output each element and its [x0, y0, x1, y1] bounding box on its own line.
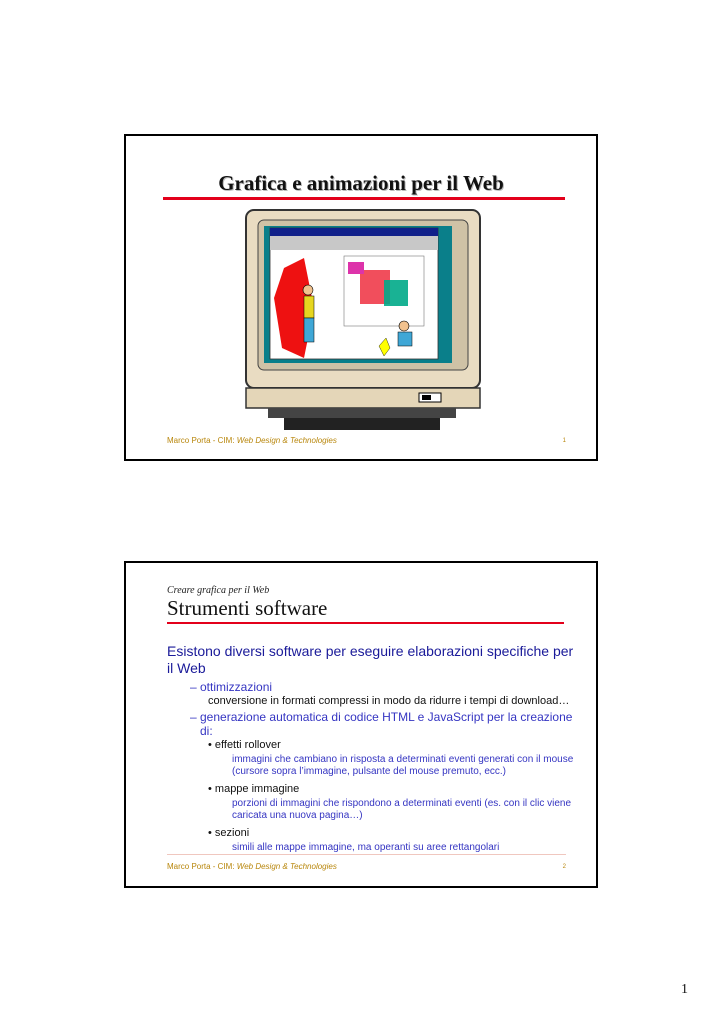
- slide-1-page-number: 1: [562, 438, 566, 444]
- slide-1: [124, 134, 598, 461]
- computer-monitor-icon: [244, 208, 484, 432]
- sub-bullet-mappe: • mappe immagine: [208, 783, 300, 795]
- sub-bullet-mappe-desc: porzioni di immagini che rispondono a determinati eventi (es. con il clic viene caricata una nuova pagina…): [232, 798, 572, 821]
- slide-2-title: Strumenti software: [167, 596, 328, 620]
- sheet-page-number: 1: [681, 982, 688, 997]
- footer-divider: [167, 854, 566, 855]
- intro-text: Esistono diversi software per eseguire elaborazioni specifiche per il Web: [167, 643, 574, 676]
- bullet-ottimizzazioni: – ottimizzazioni: [190, 680, 273, 694]
- footer-author: Marco Porta - CIM:: [167, 862, 237, 871]
- sub-bullet-rollover-desc: immagini che cambiano in risposta a determinati eventi generati con il mouse (cursore sopra l’immagine, pulsante del mouse premuto, ecc.): [232, 754, 574, 777]
- footer-author: Marco Porta - CIM:: [167, 436, 237, 445]
- title-underline: [167, 622, 564, 624]
- title-underline: [163, 197, 565, 200]
- slide-2: [124, 561, 598, 888]
- sub-bullet-rollover: • effetti rollover: [208, 739, 281, 751]
- slide-2-subtitle: Creare grafica per il Web: [167, 585, 270, 596]
- slide-1-footer: [167, 436, 337, 445]
- sub-bullet-sezioni-desc: simili alle mappe immagine, ma operanti su aree rettangolari: [232, 842, 500, 853]
- bullet-ottimizzazioni-desc: conversione in formati compressi in modo da ridurre i tempi di download…: [208, 695, 570, 707]
- slide-1-title: Grafica e animazioni per il Web: [218, 171, 504, 195]
- footer-course: Web Design & Technologies: [236, 436, 337, 445]
- slide-2-page-number: 2: [562, 864, 566, 870]
- slide-2-body: [167, 643, 577, 859]
- slide-2-footer: [167, 862, 337, 871]
- bullet-generazione: – generazione automatica di codice HTML e JavaScript per la creazione di:: [190, 710, 573, 738]
- sub-bullet-sezioni: • sezioni: [208, 827, 250, 839]
- footer-course: Web Design & Technologies: [236, 862, 337, 871]
